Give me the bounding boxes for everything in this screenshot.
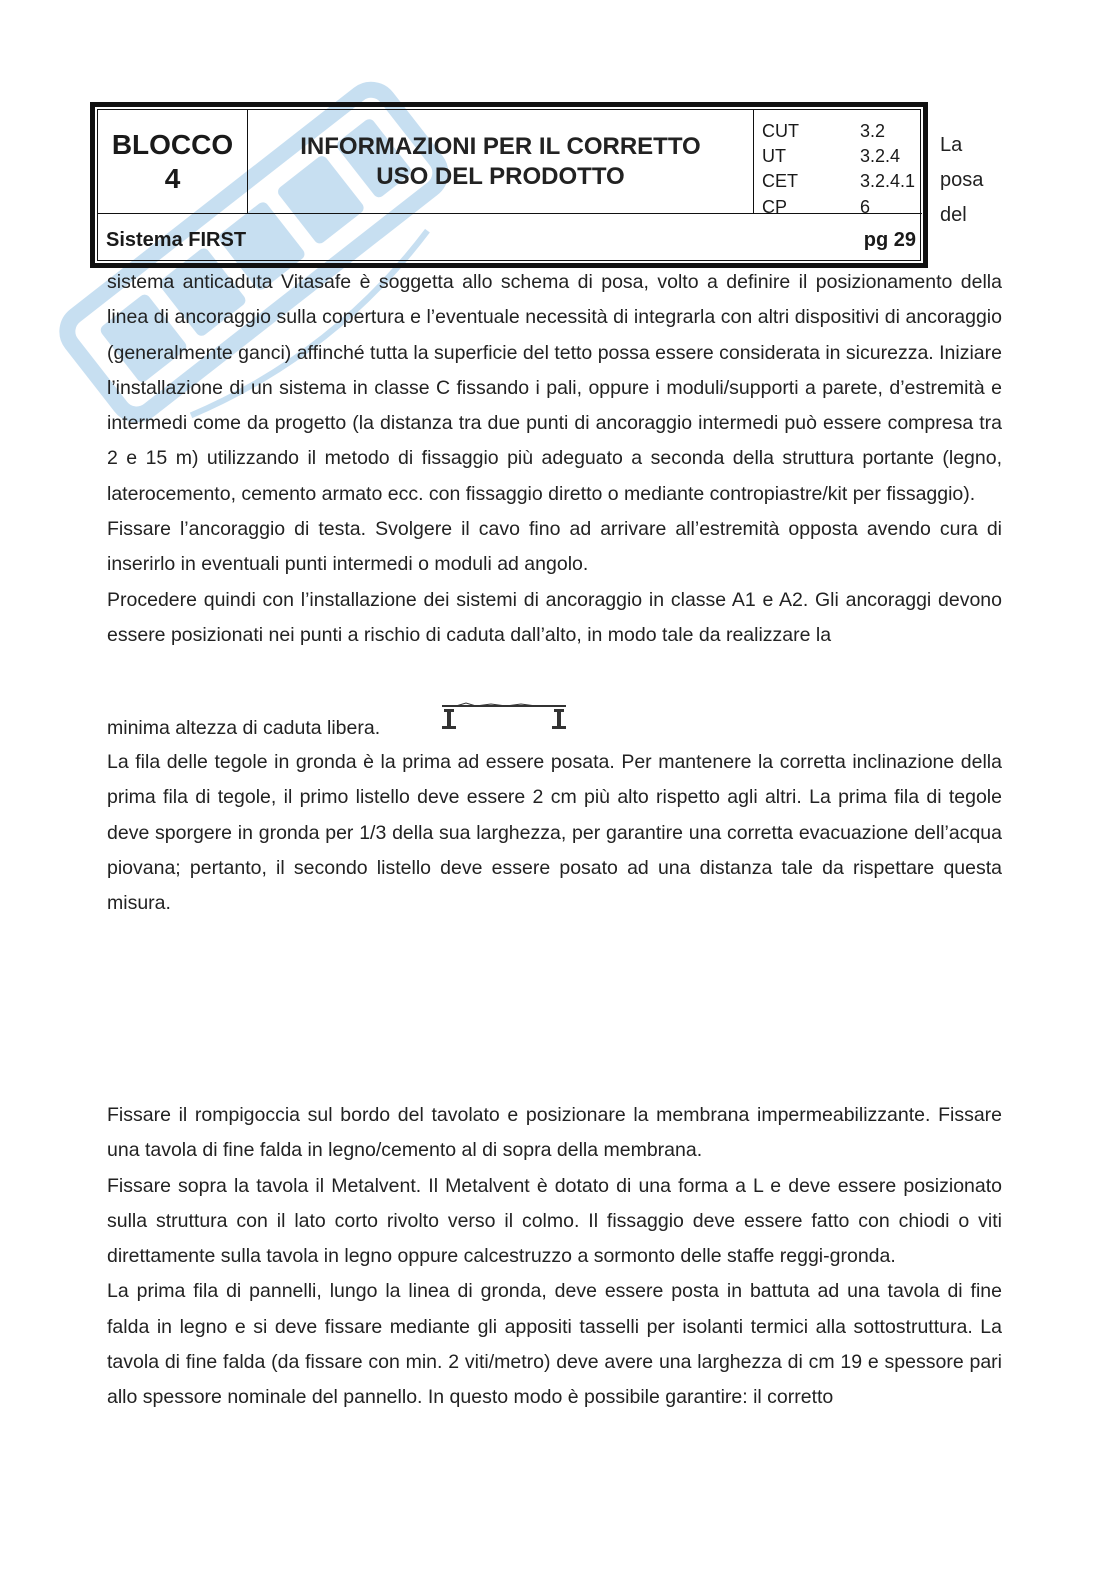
side-word: La bbox=[940, 134, 963, 156]
anchor-line-diagram bbox=[436, 697, 572, 735]
document-header-table bbox=[90, 102, 928, 268]
sistema-label: Sistema FIRST bbox=[106, 229, 247, 251]
paragraph: La prima fila di pannelli, lungo la linea di gronda, deve essere posta in battuta ad una tavola di fine falda in legno e si deve fissare mediante gli appositi tasselli per isolanti termici alla sottostruttura. La tavola di fine falda (da fissare con min. 2 viti/metro) deve avere una larghezza di cm 19 e spessore pari allo spessore nominale del pannello. In questo modo è possibile garantire: il corretto bbox=[107, 1280, 1002, 1409]
code-row-ut bbox=[762, 143, 922, 169]
body-text-middle bbox=[107, 745, 1002, 921]
side-word: posa bbox=[940, 169, 984, 191]
paragraph: La fila delle tegole in gronda è la prima ad essere posata. Per mantenere la corretta inclinazione della prima fila di tegole, il primo listello deve essere 2 cm più alto rispetto agli altri. La prima fila di tegole deve sporgere in gronda per 1/3 della sua larghezza, per garantire una corretta evacuazione dell’acqua piovana; pertanto, il secondo listello deve essere posato ad una distanza tale da rispettare questa misura. bbox=[107, 751, 1002, 915]
blocco-cell bbox=[98, 110, 248, 214]
side-words bbox=[940, 128, 983, 233]
header-title-line2: USO DEL PRODOTTO bbox=[376, 162, 625, 190]
blocco-number: 4 bbox=[164, 162, 181, 194]
paragraph: sistema anticaduta Vitasafe è soggetta allo schema di posa, volto a definire il posizionamento della linea di ancoraggio sulla copertura e l’eventuale necessità di integrarla con altri dispositivi di ancoraggio (generalmente ganci) affinché tutta la superficie del tetto possa essere considerata in sicurezza. Iniziare l’installazione di un sistema in classe C fissando i pali, oppure i moduli/supporti a parete, d’estremità e intermedi come da progetto (la distanza tra due punti di ancoraggio intermedi può essere compresa tra 2 e 15 m) utilizzando il metodo di fissaggio più adeguato a seconda della struttura portante (legno, laterocemento, cemento armato ecc. con fissaggio diretto o mediante contropiastre/kit per fissaggio). bbox=[107, 271, 1002, 505]
code-key: CUT bbox=[762, 121, 799, 141]
paragraph: Fissare il rompigoccia sul bordo del tavolato e posizionare la membrana impermeabilizzante. Fissare una tavola di fine falda in legno/cemento al di sopra della membrana. bbox=[107, 1104, 1002, 1162]
code-row-cut bbox=[762, 118, 922, 144]
paragraph: minima altezza di caduta libera. bbox=[107, 717, 381, 739]
code-key: CP bbox=[762, 197, 788, 217]
code-value: 3.2.4 bbox=[860, 146, 901, 166]
code-value: 3.2.4.1 bbox=[860, 171, 916, 191]
header-title-line1: INFORMAZIONI PER IL CORRETTO bbox=[300, 132, 701, 160]
sistema-row bbox=[98, 214, 924, 266]
side-word: del bbox=[940, 204, 967, 226]
paragraph: Fissare l’ancoraggio di testa. Svolgere il cavo fino ad arrivare all’estremità opposta avendo cura di inserirlo in eventuali punti intermedi o moduli ad angolo. bbox=[107, 518, 1002, 576]
code-key: CET bbox=[762, 171, 798, 191]
body-text-top bbox=[107, 265, 1002, 653]
code-value: 6 bbox=[860, 197, 871, 217]
code-key: UT bbox=[762, 146, 786, 166]
blocco-label: BLOCCO bbox=[111, 128, 234, 160]
header-inner-frame bbox=[97, 109, 921, 261]
header-title-cell bbox=[248, 110, 754, 214]
code-row-cet bbox=[762, 168, 922, 194]
code-value: 3.2 bbox=[860, 121, 886, 141]
page-number: pg 29 bbox=[863, 229, 916, 251]
codes-cell bbox=[754, 110, 922, 217]
paragraph: Procedere quindi con l’installazione dei sistemi di ancoraggio in classe A1 e A2. Gli ancoraggi devono essere posizionati nei punti a rischio di caduta dall’alto, in modo tale da realizzare la bbox=[107, 588, 1002, 646]
paragraph: Fissare sopra la tavola il Metalvent. Il Metalvent è dotato di una forma a L e deve essere posizionato sulla struttura con il lato corto rivolto verso il colmo. Il fissaggio deve essere fatto con chiodi o viti direttamente sulla tavola in legno oppure calcestruzzo a sormonto delle staffe reggi-gronda. bbox=[107, 1174, 1002, 1268]
body-text-bottom bbox=[107, 1098, 1002, 1416]
